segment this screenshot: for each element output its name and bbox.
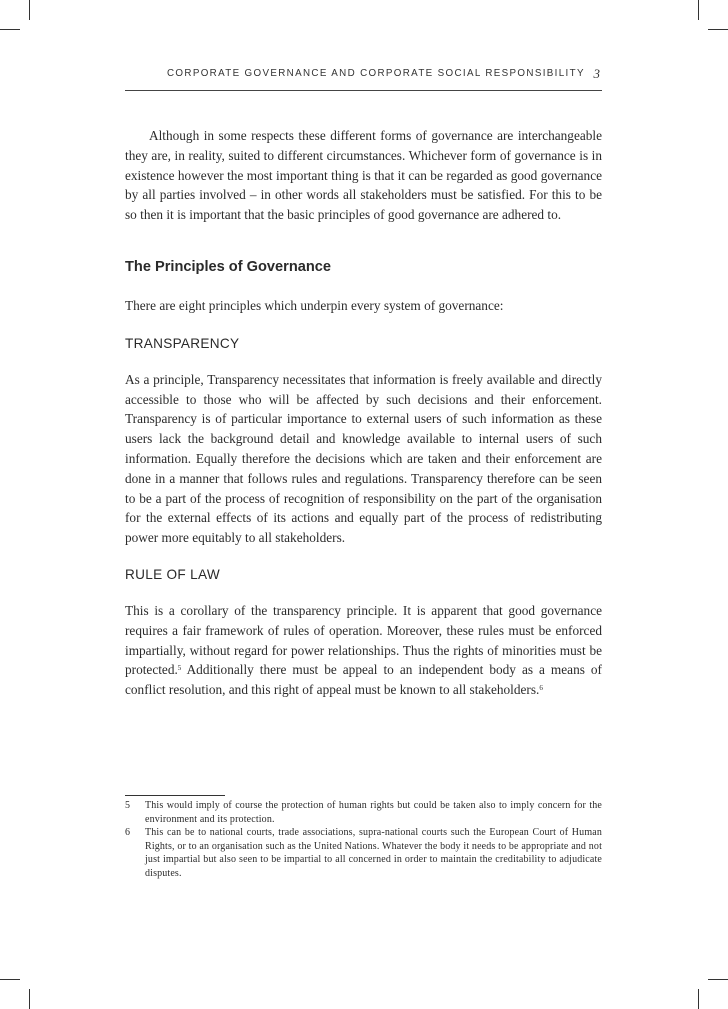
footnote-text: This can be to national courts, trade associations, supra-national courts such the European Court of Human Rights, or to an organisation such as the United Nations. Whatever the body it needs to be appropriate and not just impartial but also seen to be impartial to all concerned in order to maintain the creditability to adjudicate disputes. [145, 827, 602, 879]
page-number: 3 [593, 66, 600, 81]
crop-mark [0, 29, 20, 30]
footnote-number: 6 [125, 827, 130, 839]
footnote-divider [125, 795, 225, 796]
principles-intro: There are eight principles which underpin every system of governance: [125, 297, 504, 313]
transparency-paragraph: As a principle, Transparency necessitates that information is freely available and directly accessible to those who will be affected by such decisions and their enforcement. Transparency is of particular importance to external users of such information as these users lack the background detail and knowledge available to internal users of such information. Equally therefore the decisions which are taken and their enforcement are done in a manner that follows rules and regulations. Transparency therefore can be seen to be a part of the process of recognition of responsibility on the part of the organisation for the external effects of its actions and equally part of the process of redistributing power more equitably to all stakeholders. [125, 371, 602, 546]
intro-paragraph: Although in some respects these different forms of governance are interchangeable they are, in reality, suited to different circumstances. Whichever form of governance is in existence however the most important thing is that it can be regarded as good governance by all parties involved – in other words all stakeholders must be satisfied. For this to be so then it is important that the basic principles of good governance are adhered to. [125, 128, 602, 223]
footnote-ref-6[interactable]: 6 [539, 684, 543, 693]
crop-mark [708, 29, 728, 30]
crop-mark [698, 0, 699, 20]
crop-mark [698, 989, 699, 1009]
footnote-ref-5[interactable]: 5 [177, 664, 182, 673]
crop-mark [0, 979, 20, 980]
crop-mark [708, 979, 728, 980]
footnote-text: This would imply of course the protection of human rights but could be taken also to imply concern for the environment and its protection. [145, 800, 602, 825]
page-header [125, 66, 602, 91]
crop-mark [29, 0, 30, 20]
subheading-transparency: TRANSPARENCY [125, 335, 240, 351]
section-heading-principles: The Principles of Governance [125, 258, 331, 275]
footnote-item [125, 826, 602, 880]
footnotes [125, 799, 602, 881]
running-head: CORPORATE GOVERNANCE AND CORPORATE SOCIAL RESPONSIBILITY [167, 68, 585, 79]
footnote-number: 5 [125, 800, 130, 811]
page-body [125, 126, 602, 700]
rule-of-law-text-1: This is a corollary of the transparency principle. It is apparent that good governance requires a fair framework of rules of operation. Moreover, these rules must be enforced impartially, without regard for power relationships. Thus the rights of minorities must be protected. [125, 602, 602, 678]
subheading-rule-of-law: RULE OF LAW [125, 566, 220, 582]
footnote-item [125, 799, 602, 826]
crop-mark [29, 989, 30, 1009]
rule-of-law-paragraph [125, 601, 602, 700]
rule-of-law-text-2: Additionally there must be appeal to an independent body as a means of conflict resolution, and this right of appeal must be known to all stakeholders. [125, 662, 602, 698]
